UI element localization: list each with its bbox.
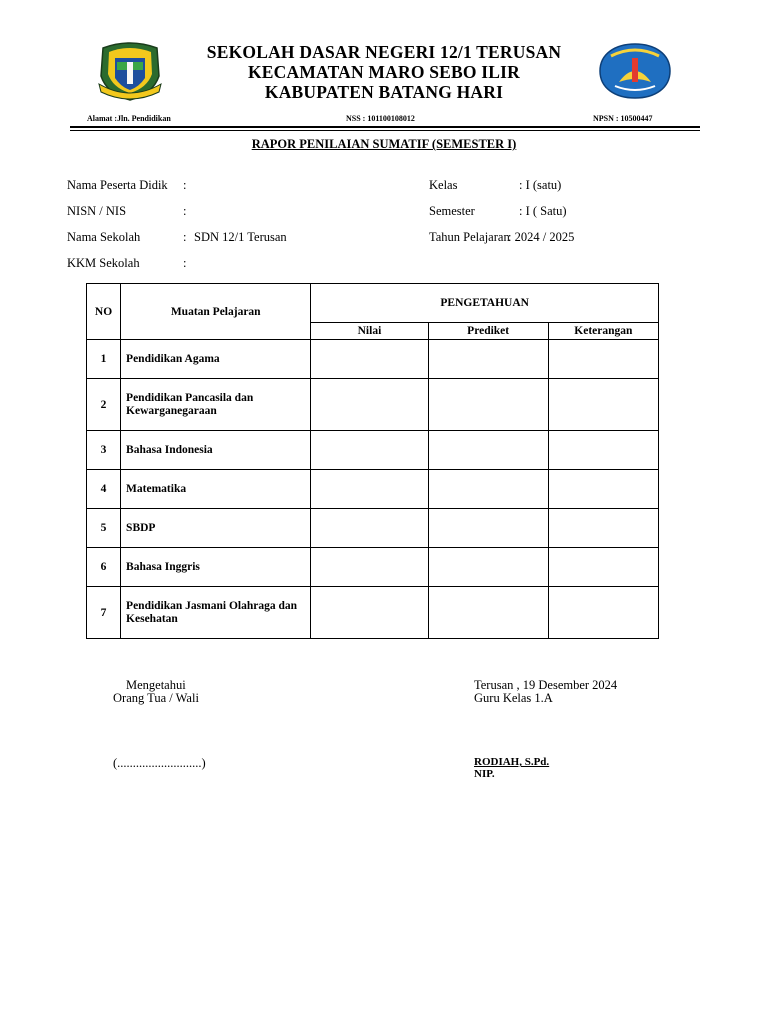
district-name: KECAMATAN MARO SEBO ILIR	[247, 62, 521, 82]
cell-keterangan	[548, 587, 658, 639]
table-row	[87, 379, 659, 431]
table-row	[87, 509, 659, 548]
cell-nilai	[311, 587, 428, 639]
info-label-semester: Semester	[429, 204, 475, 218]
row-no: 7	[87, 587, 121, 639]
report-title: RAPOR PENILAIAN SUMATIF (SEMESTER I)	[251, 137, 517, 151]
info-value-class: : I (satu)	[519, 178, 562, 192]
header-divider-thick	[70, 126, 700, 128]
info-sep: :	[183, 256, 187, 270]
cell-keterangan	[548, 431, 658, 470]
info-label-year: Tahun Pelajaran	[429, 230, 510, 244]
table-row	[87, 548, 659, 587]
row-no: 4	[87, 470, 121, 509]
info-value-school: SDN 12/1 Terusan	[194, 230, 287, 244]
cell-prediket	[428, 509, 548, 548]
sig-right-line1: Terusan , 19 Desember 2024	[474, 678, 618, 692]
npsn-text: NPSN : 10500447	[593, 114, 653, 123]
grades-table	[86, 283, 659, 639]
row-no: 2	[87, 379, 121, 431]
col-header-no: NO	[87, 284, 121, 340]
info-label-kkm: KKM Sekolah	[67, 256, 140, 270]
row-subject: Pendidikan Pancasila dan Kewarganegaraan	[121, 379, 311, 431]
teacher-name: RODIAH, S.Pd.	[474, 756, 550, 768]
cell-prediket	[428, 587, 548, 639]
info-sep: :	[183, 178, 187, 192]
table-row	[87, 587, 659, 639]
info-value-year: : 2024 / 2025	[508, 230, 575, 244]
col-header-keterangan: Keterangan	[548, 323, 658, 340]
school-name: SEKOLAH DASAR NEGERI 12/1 TERUSAN	[206, 42, 562, 62]
cell-nilai	[311, 509, 428, 548]
cell-prediket	[428, 470, 548, 509]
cell-prediket	[428, 548, 548, 587]
col-header-group: PENGETAHUAN	[311, 284, 659, 323]
table-row	[87, 470, 659, 509]
row-subject: SBDP	[121, 509, 311, 548]
cell-prediket	[428, 431, 548, 470]
cell-keterangan	[548, 470, 658, 509]
row-subject: Bahasa Inggris	[121, 548, 311, 587]
cell-keterangan	[548, 340, 658, 379]
row-subject: Pendidikan Agama	[121, 340, 311, 379]
table-row	[87, 431, 659, 470]
info-value-semester: : I ( Satu)	[519, 204, 567, 218]
info-sep: :	[183, 230, 187, 244]
row-no: 3	[87, 431, 121, 470]
col-header-prediket: Prediket	[428, 323, 548, 340]
info-label-class: Kelas	[429, 178, 458, 192]
sig-right-line2: Guru Kelas 1.A	[474, 691, 553, 705]
row-subject: Matematika	[121, 470, 311, 509]
row-no: 6	[87, 548, 121, 587]
info-sep: :	[183, 204, 187, 218]
info-label-student-name: Nama Peserta Didik	[67, 178, 168, 192]
address-text: Alamat :Jln. Pendidikan	[87, 114, 171, 123]
cell-keterangan	[548, 379, 658, 431]
cell-keterangan	[548, 548, 658, 587]
table-row	[87, 340, 659, 379]
info-label-school: Nama Sekolah	[67, 230, 141, 244]
header-divider-thin	[70, 130, 700, 131]
regency-name: KABUPATEN BATANG HARI	[264, 82, 504, 102]
cell-nilai	[311, 548, 428, 587]
nss-text: NSS : 101100108012	[346, 114, 415, 123]
cell-nilai	[311, 340, 428, 379]
col-header-subject: Muatan Pelajaran	[121, 284, 311, 340]
row-subject: Bahasa Indonesia	[121, 431, 311, 470]
row-no: 1	[87, 340, 121, 379]
row-subject: Pendidikan Jasmani Olahraga dan Kesehatan	[121, 587, 311, 639]
teacher-nip: NIP.	[474, 768, 495, 780]
sig-left-name: (...........................)	[113, 756, 206, 770]
cell-nilai	[311, 470, 428, 509]
tut-wuri-handayani-logo	[597, 42, 673, 100]
sig-left-line1: Mengetahui	[126, 678, 186, 692]
sig-left-line2: Orang Tua / Wali	[113, 691, 199, 705]
row-no: 5	[87, 509, 121, 548]
cell-prediket	[428, 340, 548, 379]
cell-nilai	[311, 379, 428, 431]
cell-nilai	[311, 431, 428, 470]
info-label-nisn: NISN / NIS	[67, 204, 127, 218]
cell-keterangan	[548, 509, 658, 548]
col-header-nilai: Nilai	[311, 323, 428, 340]
cell-prediket	[428, 379, 548, 431]
